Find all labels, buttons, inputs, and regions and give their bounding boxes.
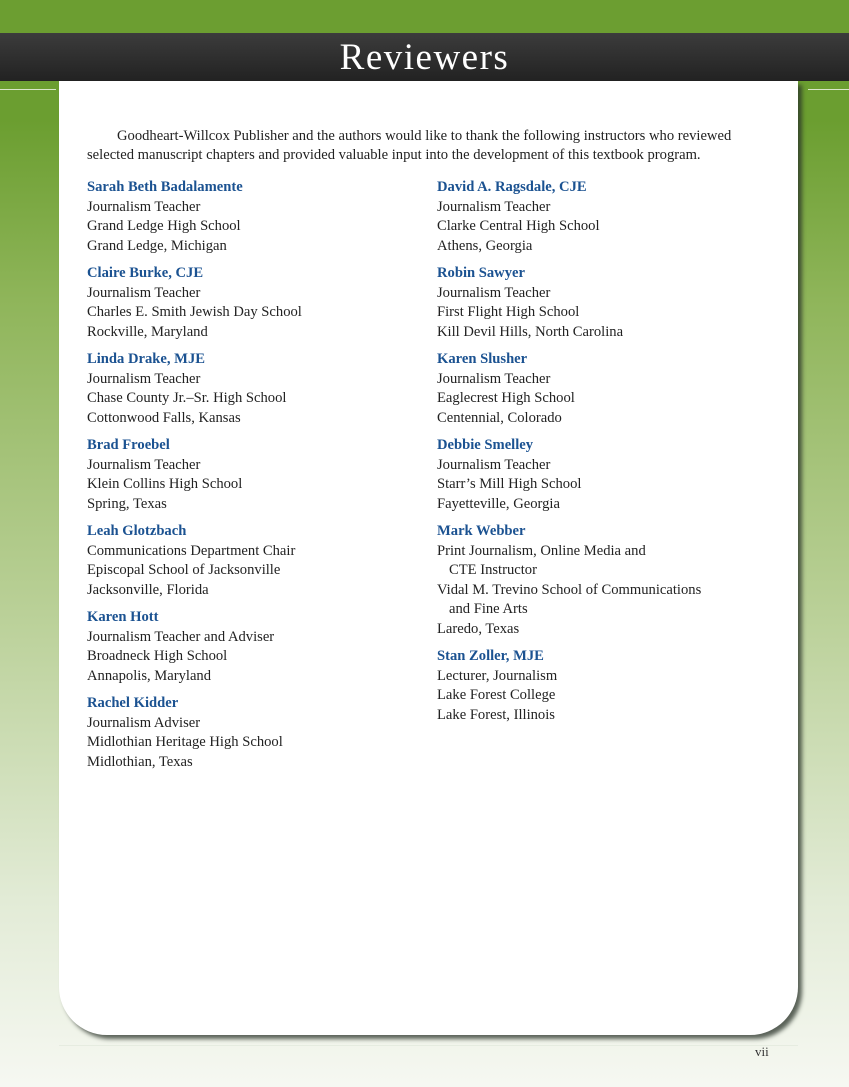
- reviewer-entry: [87, 694, 417, 772]
- content-card: [59, 81, 798, 1035]
- reviewer-entry: [437, 350, 767, 428]
- reviewer-detail: Journalism Teacher: [87, 456, 201, 473]
- reviewer-detail: Jacksonville, Florida: [87, 581, 209, 598]
- reviewer-entry: [87, 436, 417, 514]
- reviewer-detail: Fayetteville, Georgia: [437, 495, 560, 512]
- reviewer-detail: Centennial, Colorado: [437, 409, 562, 426]
- reviewer-entry: [87, 350, 417, 428]
- reviewer-entry: [87, 264, 417, 342]
- reviewer-detail: Midlothian Heritage High School: [87, 734, 283, 750]
- reviewer-detail: Journalism Teacher: [437, 198, 551, 215]
- reviewer-detail: Laredo, Texas: [437, 620, 520, 637]
- reviewer-detail: Chase County Jr.–Sr. High School: [87, 390, 287, 406]
- page-number: vii: [755, 1044, 769, 1059]
- reviewer-name: Mark Webber: [437, 523, 526, 539]
- reviewer-name: Karen Hott: [87, 609, 159, 625]
- reviewer-name: Robin Sawyer: [437, 265, 525, 281]
- reviewer-detail: Annapolis, Maryland: [87, 667, 212, 684]
- reviewer-name: Brad Froebel: [87, 437, 170, 453]
- reviewer-entry: [437, 264, 767, 342]
- reviewer-name: Stan Zoller, MJE: [437, 648, 544, 664]
- reviewer-detail: Journalism Teacher: [87, 370, 201, 387]
- reviewer-name: Karen Slusher: [437, 351, 528, 367]
- reviewer-detail: Episcopal School of Jacksonville: [87, 562, 281, 578]
- reviewer-detail: CTE Instructor: [449, 562, 537, 578]
- reviewer-detail: Lecturer, Journalism: [437, 667, 558, 684]
- reviewer-detail: Starr’s Mill High School: [437, 476, 582, 492]
- reviewer-entry: [437, 647, 767, 725]
- reviewer-detail: Journalism Adviser: [87, 714, 201, 731]
- title-bar: [0, 33, 849, 81]
- reviewers-left-column: [87, 178, 417, 780]
- reviewer-detail: Lake Forest College: [437, 687, 556, 703]
- reviewer-detail: Communications Department Chair: [87, 542, 296, 559]
- reviewer-name: Rachel Kidder: [87, 695, 179, 711]
- page-title: Reviewers: [339, 37, 510, 78]
- reviewer-detail: Cottonwood Falls, Kansas: [87, 409, 241, 426]
- reviewers-right-column: [437, 178, 767, 733]
- reviewer-name: Sarah Beth Badalamente: [87, 179, 243, 195]
- reviewer-detail: Midlothian, Texas: [87, 753, 193, 770]
- reviewer-name: Leah Glotzbach: [87, 523, 187, 539]
- reviewer-name: Claire Burke, CJE: [87, 265, 204, 281]
- reviewer-detail: Klein Collins High School: [87, 476, 243, 492]
- reviewer-name: David A. Ragsdale, CJE: [437, 179, 587, 195]
- right-rule: [808, 89, 849, 90]
- intro-paragraph: Goodheart-Willcox Publisher and the authors would like to thank the following instructors who reviewed selected manuscript chapters and provided valuable input into the development of this textbook program.: [87, 127, 732, 164]
- reviewer-detail: Kill Devil Hills, North Carolina: [437, 323, 624, 340]
- reviewer-detail: Journalism Teacher: [437, 456, 551, 473]
- reviewer-name: Debbie Smelley: [437, 437, 534, 453]
- reviewer-name: Linda Drake, MJE: [87, 351, 205, 367]
- reviewer-detail: Journalism Teacher: [87, 198, 201, 215]
- reviewer-entry: [87, 522, 417, 600]
- reviewer-detail: Clarke Central High School: [437, 218, 600, 234]
- reviewer-entry: [87, 178, 417, 256]
- reviewer-detail: Lake Forest, Illinois: [437, 706, 555, 723]
- reviewer-detail: First Flight High School: [437, 304, 580, 320]
- reviewer-detail: Rockville, Maryland: [87, 323, 208, 340]
- top-band: [0, 0, 849, 33]
- reviewer-detail: and Fine Arts: [449, 601, 528, 617]
- reviewer-entry: [437, 436, 767, 514]
- reviewer-detail: Print Journalism, Online Media and: [437, 542, 646, 559]
- left-rule: [0, 89, 56, 90]
- reviewer-detail: Journalism Teacher: [437, 370, 551, 387]
- reviewer-detail: Journalism Teacher and Adviser: [87, 628, 275, 645]
- reviewer-entry: [437, 178, 767, 256]
- reviewer-detail: Athens, Georgia: [437, 237, 533, 254]
- reviewer-detail: Grand Ledge High School: [87, 218, 241, 234]
- reviewer-entry: [87, 608, 417, 686]
- reviewer-detail: Eaglecrest High School: [437, 390, 575, 406]
- reviewer-entry: [437, 522, 767, 639]
- reviewer-detail: Vidal M. Trevino School of Communications: [437, 581, 702, 598]
- reviewer-detail: Grand Ledge, Michigan: [87, 237, 227, 254]
- reviewer-detail: Spring, Texas: [87, 495, 167, 512]
- reviewer-detail: Broadneck High School: [87, 648, 228, 664]
- footer-rule: [59, 1045, 798, 1046]
- reviewer-detail: Journalism Teacher: [437, 284, 551, 301]
- reviewer-detail: Journalism Teacher: [87, 284, 201, 301]
- reviewer-detail: Charles E. Smith Jewish Day School: [87, 304, 302, 320]
